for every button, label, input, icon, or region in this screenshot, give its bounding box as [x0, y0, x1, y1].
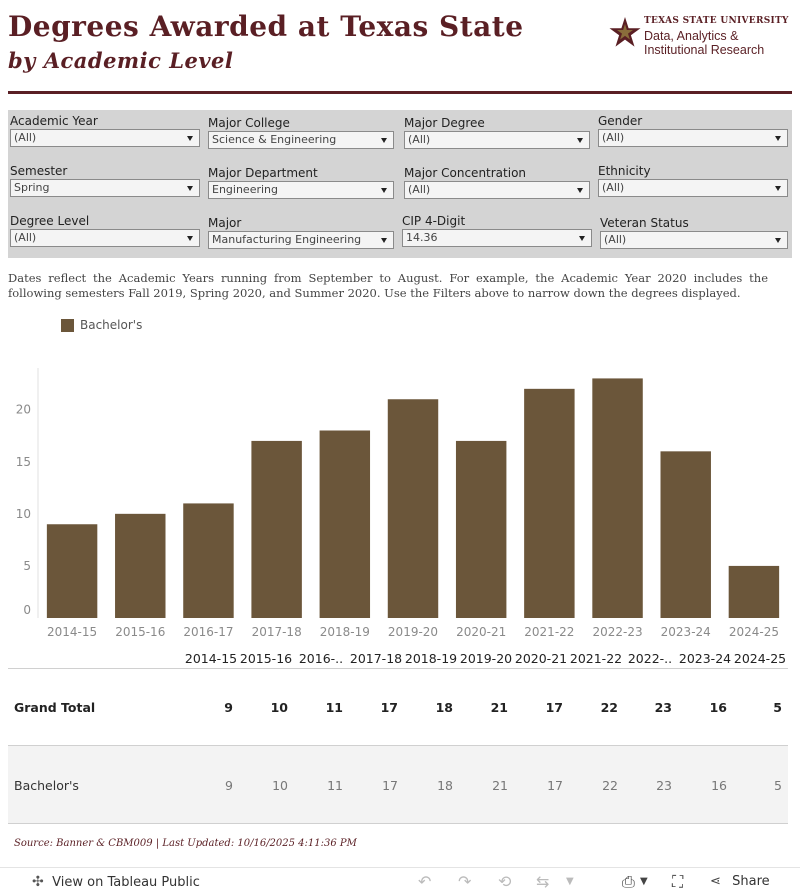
bachelors-cell: 22: [602, 778, 618, 793]
column-header: 2014-15: [184, 651, 238, 666]
revert-icon[interactable]: ⟲: [498, 872, 512, 891]
redo-icon[interactable]: ↷: [458, 872, 472, 891]
filter-major-degree: [404, 116, 590, 149]
filter-label: Academic Year: [10, 114, 98, 128]
filter-major-college: [208, 116, 394, 149]
filter-veteran-status: [600, 216, 788, 249]
bachelors-cell: 17: [382, 778, 398, 793]
grand-total-cell: 17: [380, 700, 398, 715]
bar: [729, 566, 779, 618]
column-header: 2022-..: [627, 651, 673, 666]
x-tick-label: 2020-21: [456, 625, 507, 639]
column-header: 2017-18: [349, 651, 403, 666]
bar: [320, 431, 370, 619]
column-header: 2021-22: [569, 651, 623, 666]
filter-label: Gender: [598, 114, 643, 128]
gender-dropdown[interactable]: (All): [598, 129, 788, 147]
fullscreen-icon[interactable]: ⛶: [672, 872, 684, 891]
y-tick-label: 10: [15, 506, 31, 521]
filter-major-department: [208, 166, 394, 199]
bar-chart: [0, 360, 800, 648]
y-tick-label: 15: [15, 454, 31, 469]
semester-dropdown[interactable]: Spring: [10, 179, 200, 197]
filter-semester: [10, 164, 200, 197]
row-label-grand-total: Grand Total: [14, 700, 96, 715]
legend-label: Bachelor's: [80, 318, 143, 332]
academic-year-dropdown[interactable]: (All): [10, 129, 200, 147]
grand-total-cell: 16: [709, 700, 727, 715]
header-rule: [8, 91, 792, 94]
major-department-dropdown[interactable]: Engineering: [208, 181, 394, 199]
description-text: Dates reflect the Academic Years running from September to August. For example, the Academic Year 2020 includes the following semesters Fall 2019, Spring 2020, and Summer 2020. Use the Filters above to narrow down the degrees displayed.: [8, 271, 768, 300]
filter-label: Major Department: [208, 166, 318, 180]
filter-label: Degree Level: [10, 214, 90, 228]
grand-total-cell: 11: [325, 700, 343, 715]
star-logo-icon: [608, 16, 642, 50]
page-title: Degrees Awarded at Texas State: [8, 10, 524, 43]
filter-label: CIP 4-Digit: [402, 214, 466, 228]
logo-university-name: TEXAS STATE UNIVERSITY: [644, 16, 789, 26]
grand-total-cell: 9: [224, 700, 233, 715]
x-tick-label: 2021-22: [524, 625, 575, 639]
filter-label: Ethnicity: [598, 164, 651, 178]
logo-dept-line-2: Institutional Research: [644, 43, 765, 57]
filter-panel: [8, 110, 792, 258]
bar: [183, 503, 233, 618]
column-header: 2019-20: [459, 651, 513, 666]
filter-label: Major Concentration: [404, 166, 527, 180]
grand-total-cell: 5: [773, 700, 782, 715]
undo-icon[interactable]: ↶: [418, 872, 432, 891]
row-label-bachelors: Bachelor's: [14, 778, 79, 793]
bar: [388, 399, 438, 618]
grand-total-cell: 23: [654, 700, 672, 715]
share-icon: ⋖: [710, 874, 721, 889]
bar: [456, 441, 506, 618]
column-header: 2015-16: [239, 651, 293, 666]
x-tick-label: 2022-23: [592, 625, 643, 639]
ethnicity-dropdown[interactable]: (All): [598, 179, 788, 197]
veteran-status-dropdown[interactable]: (All): [600, 231, 788, 249]
download-dropdown-icon[interactable]: ▼: [640, 876, 648, 887]
x-tick-label: 2024-25: [728, 625, 779, 639]
filter-major-concentration: [404, 166, 590, 199]
view-on-tableau-link[interactable]: [32, 874, 200, 890]
y-tick-label: 0: [23, 603, 31, 617]
bachelors-cell: 10: [272, 778, 288, 793]
x-tick-label: 2014-15: [47, 625, 98, 639]
bachelors-cell: 23: [656, 778, 672, 793]
bachelors-cell: 16: [711, 778, 727, 793]
x-tick-label: 2016-17: [183, 625, 234, 639]
table-header-divider: [8, 668, 788, 669]
x-tick-label: 2017-18: [251, 625, 302, 639]
column-header: 2020-21: [514, 651, 568, 666]
share-label: Share: [732, 874, 770, 889]
bachelors-cell: 17: [547, 778, 563, 793]
filter-label: Major College: [208, 116, 290, 130]
filter-gender: [598, 114, 788, 147]
filter-degree-level: [10, 214, 200, 247]
x-tick-label: 2023-24: [660, 625, 711, 639]
bachelors-cell: 18: [437, 778, 453, 793]
grand-total-cell: 18: [435, 700, 453, 715]
tableau-icon: ✣: [32, 874, 44, 890]
logo-dept-line-1: Data, Analytics &: [644, 29, 739, 43]
bachelors-cell: 5: [774, 778, 782, 793]
legend-swatch: [61, 319, 74, 332]
grand-total-cell: 10: [270, 700, 288, 715]
y-tick-label: 5: [23, 558, 31, 573]
refresh-icon[interactable]: ⇆: [536, 872, 550, 891]
bar: [661, 451, 711, 618]
tableau-toolbar: [0, 867, 800, 895]
filter-cip-4-digit: [402, 214, 592, 247]
column-header: 2018-19: [404, 651, 458, 666]
bachelors-cell: 9: [225, 778, 233, 793]
column-header: 2023-24: [678, 651, 732, 666]
source-note: Source: Banner & CBM009 | Last Updated: 10/16/2025 4:11:36 PM: [14, 838, 357, 849]
major-concentration-dropdown[interactable]: (All): [404, 181, 590, 199]
x-tick-label: 2018-19: [319, 625, 370, 639]
column-header: 2024-25: [733, 651, 787, 666]
bar: [592, 378, 642, 618]
bachelors-cell: 21: [492, 778, 508, 793]
filter-academic-year: [10, 114, 200, 147]
major-dropdown[interactable]: Manufacturing Engineering: [208, 231, 394, 249]
view-on-tableau-label: View on Tableau Public: [52, 875, 200, 890]
x-tick-label: 2019-20: [387, 625, 439, 639]
y-tick-label: 20: [15, 402, 31, 417]
major-degree-dropdown[interactable]: (All): [404, 131, 590, 149]
grand-total-cell: 17: [545, 700, 563, 715]
university-logo: [608, 14, 794, 62]
filter-ethnicity: [598, 164, 788, 197]
major-college-dropdown[interactable]: Science & Engineering: [208, 131, 394, 149]
refresh-dropdown-icon[interactable]: ▼: [566, 876, 574, 887]
x-tick-label: 2015-16: [115, 625, 166, 639]
bar: [47, 524, 97, 618]
bar: [524, 389, 574, 618]
filter-label: Semester: [10, 164, 68, 178]
filter-label: Veteran Status: [600, 216, 689, 230]
logo-department: [644, 29, 764, 57]
grand-total-cell: 22: [600, 700, 618, 715]
cip-4-digit-dropdown[interactable]: 14.36: [402, 229, 592, 247]
bar: [115, 514, 165, 618]
page-subtitle: by Academic Level: [8, 48, 234, 73]
download-icon[interactable]: ⎙: [622, 872, 635, 891]
share-button[interactable]: [710, 874, 770, 889]
bar: [251, 441, 301, 618]
column-header: 2016-..: [298, 651, 344, 666]
filter-major: [208, 216, 394, 249]
filter-label: Major: [208, 216, 242, 230]
degree-level-dropdown[interactable]: (All): [10, 229, 200, 247]
bachelors-cell: 11: [327, 778, 343, 793]
grand-total-cell: 21: [490, 700, 508, 715]
table-bottom-divider: [8, 823, 788, 824]
filter-label: Major Degree: [404, 116, 485, 130]
